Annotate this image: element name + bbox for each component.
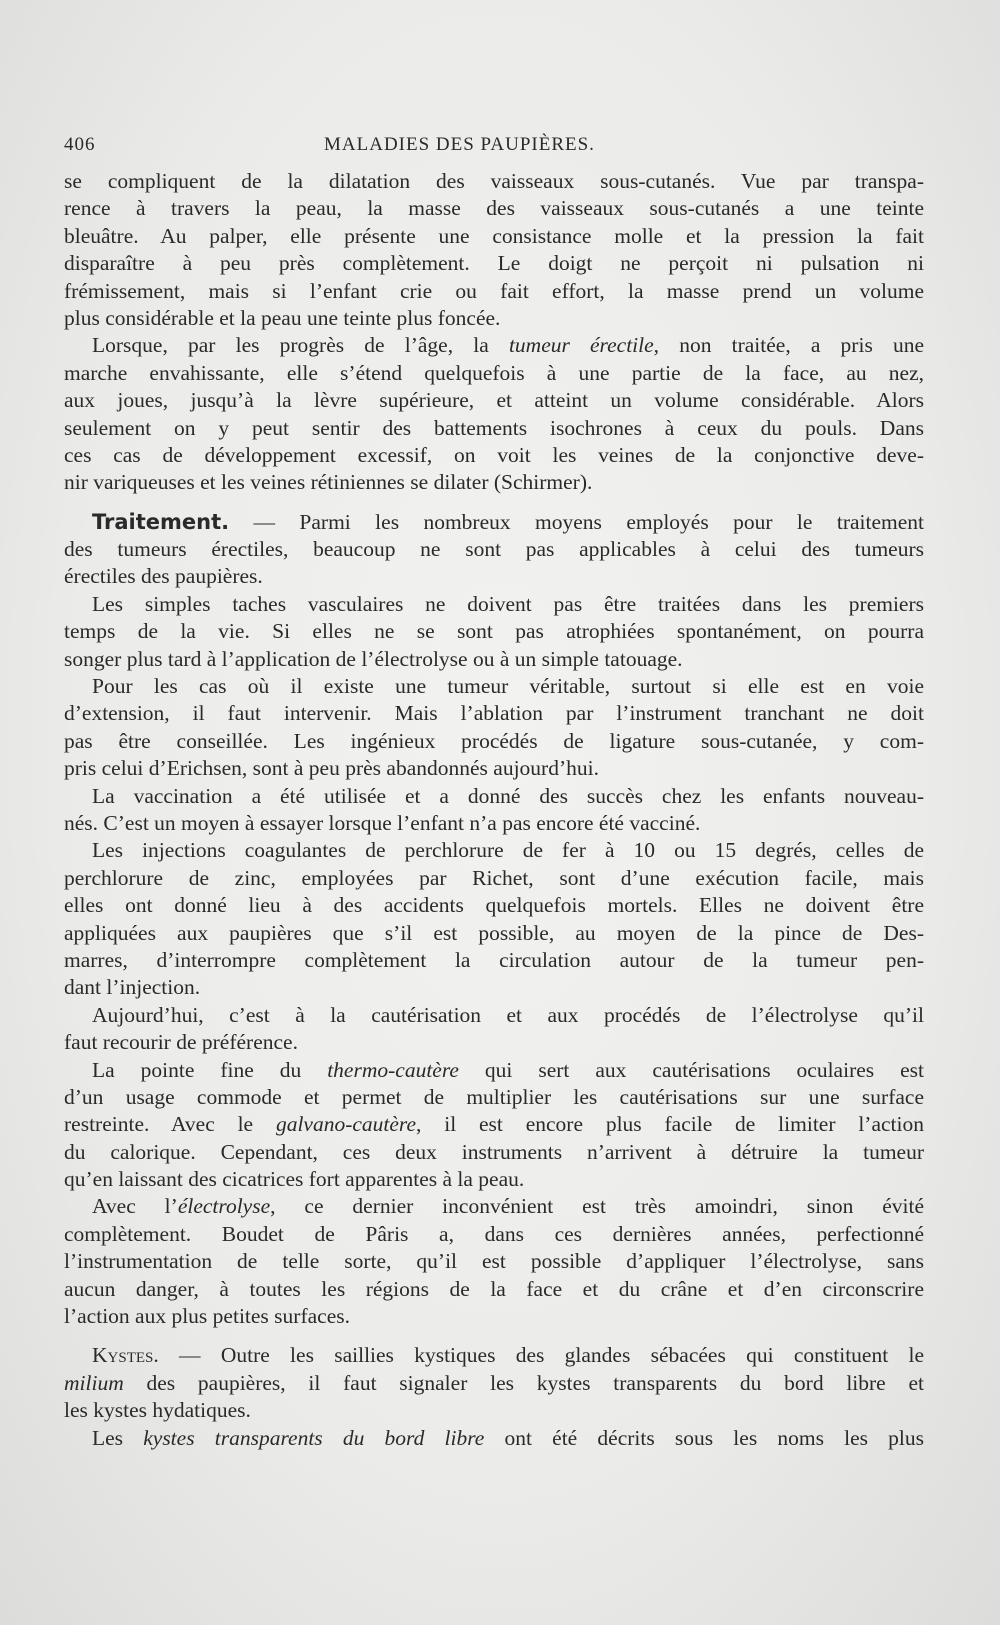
text-line: qu’en laissant des cicatrices fort apparentes à la peau.	[64, 1167, 525, 1192]
text-line: marche envahissante, elle s’étend quelquefois à une partie de la face, au nez,	[64, 360, 924, 385]
text-line: pris celui d’Erichsen, sont à peu près abandonnés aujourd’hui.	[64, 756, 599, 781]
text-line: rence à travers la peau, la masse des vaisseaux sous-cutanés a une teinte	[64, 196, 924, 221]
text-line	[64, 1425, 924, 1452]
text-line: marres, d’interrompre complètement la circulation autour de la tumeur pen-	[64, 947, 924, 972]
italic-term: électrolyse	[177, 1194, 271, 1219]
text-line: temps de la vie. Si elles ne se sont pas atrophiées spontanément, on pourra	[64, 619, 924, 644]
text-line: faut recourir de préférence.	[64, 1030, 298, 1055]
italic-term: tumeur érectile	[508, 333, 654, 358]
text-line: plus considérable et la peau une teinte plus foncée.	[64, 305, 501, 330]
text-line: pas être conseillée. Les ingénieux procédés de ligature sous-cutanée, y com-	[64, 728, 924, 753]
text-line: frémissement, mais si l’enfant crie ou fait effort, la masse prend un volume	[64, 278, 924, 303]
italic-term: galvano-cautère	[275, 1112, 417, 1137]
text-line: du calorique. Cependant, ces deux instruments n’arrivent à détruire la tumeur	[64, 1139, 924, 1164]
running-header	[64, 134, 924, 162]
text-line: d’un usage commode et permet de multiplier les cautérisations sur une surface	[64, 1084, 924, 1109]
section-heading-line	[64, 1342, 924, 1369]
section-heading: Traitement.	[92, 509, 230, 534]
text-line: complètement. Boudet de Pâris a, dans ces dernières années, perfectionné	[64, 1221, 924, 1246]
text-line: dant l’injection.	[64, 975, 201, 1000]
text-line: se compliquent de la dilatation des vaisseaux sous-cutanés. Vue par transpa-	[64, 169, 924, 193]
text-run: des paupières, il faut signaler les kystes transparents du bord libre et	[123, 1370, 924, 1395]
section-heading: Kystes.	[92, 1343, 159, 1368]
running-title: MALADIES DES PAUPIÈRES.	[324, 134, 595, 155]
text-run: Avec l’	[92, 1194, 178, 1219]
italic-term: kystes transparents du bord libre	[143, 1425, 485, 1450]
text-line	[64, 1057, 924, 1084]
text-run: ont été décrits sous les noms les plus	[504, 1425, 924, 1450]
text-line: Pour les cas où il existe une tumeur véritable, surtout si elle est en voie	[92, 674, 924, 699]
text-run: Les	[92, 1425, 124, 1450]
text-run: qui sert aux cautérisations oculaires est	[484, 1057, 924, 1082]
text-line: Les injections coagulantes de perchlorure de fer à 10 ou 15 degrés, celles de	[92, 838, 924, 863]
text-line	[64, 332, 924, 359]
text-run: , il est encore plus facile de limiter l’action	[416, 1112, 924, 1137]
text-line: l’action aux plus petites surfaces.	[64, 1304, 350, 1329]
text-line: ces cas de développement excessif, on voit les veines de la conjonctive deve-	[64, 442, 924, 467]
text-line	[64, 1193, 924, 1220]
text-run: restreinte. Avec le	[64, 1112, 254, 1137]
text-line: érectiles des paupières.	[64, 564, 263, 589]
text-run: , ce dernier inconvénient est très amoindri, sinon évité	[270, 1194, 924, 1219]
italic-term: milium	[64, 1370, 124, 1395]
text-line: les kystes hydatiques.	[64, 1398, 251, 1423]
text-line: Aujourd’hui, c’est à la cautérisation et aux procédés de l’électrolyse qu’il	[92, 1002, 924, 1027]
text-run: La pointe fine du	[92, 1057, 302, 1082]
text-line: bleuâtre. Au palper, elle présente une consistance molle et la pression la fait	[64, 223, 924, 248]
text-line: Les simples taches vasculaires ne doivent pas être traitées dans les premiers	[92, 591, 924, 616]
text-run: Lorsque, par les progrès de l’âge, la	[92, 333, 489, 358]
section-heading-line	[64, 509, 924, 536]
page-number: 406	[64, 134, 96, 155]
text-line: aux joues, jusqu’à la lèvre supérieure, et atteint un volume considérable. Alors	[64, 388, 924, 413]
text-line: l’instrumentation de telle sorte, qu’il est possible d’appliquer l’électrolyse, sans	[64, 1249, 924, 1274]
text-line: appliquées aux paupières que s’il est possible, au moyen de la pince de Des-	[64, 920, 924, 945]
text-run: — Outre les saillies kystiques des glandes sébacées qui constituent le	[158, 1343, 924, 1368]
text-line	[64, 1370, 924, 1397]
text-line: songer plus tard à l’application de l’électrolyse ou à un simple tatouage.	[64, 646, 683, 671]
text-line: d’extension, il faut intervenir. Mais l’ablation par l’instrument tranchant ne doit	[64, 701, 924, 726]
body-text	[64, 168, 924, 1452]
text-line: perchlorure de zinc, employées par Richet, sont d’une exécution facile, mais	[64, 865, 924, 890]
text-line: nés. C’est un moyen à essayer lorsque l’enfant n’a pas encore été vacciné.	[64, 810, 701, 835]
text-line: disparaître à peu près complètement. Le doigt ne perçoit ni pulsation ni	[64, 251, 924, 276]
text-run: — Parmi les nombreux moyens employés pour le traitement	[229, 509, 924, 534]
text-line: seulement on y peut sentir des battements isochrones à ceux du pouls. Dans	[64, 415, 924, 440]
text-line: nir variqueuses et les veines rétiniennes se dilater (Schirmer).	[64, 470, 593, 495]
italic-term: thermo-cautère	[327, 1057, 459, 1082]
text-line: La vaccination a été utilisée et a donné des succès chez les enfants nouveau-	[92, 783, 924, 808]
text-run: , non traitée, a pris une	[653, 333, 924, 358]
text-line: elles ont donné lieu à des accidents quelquefois mortels. Elles ne doivent être	[64, 893, 924, 918]
text-line: aucun danger, à toutes les régions de la face et du crâne et d’en circonscrire	[64, 1276, 924, 1301]
text-line	[64, 1111, 924, 1138]
text-line: des tumeurs érectiles, beaucoup ne sont pas applicables à celui des tumeurs	[64, 537, 924, 562]
